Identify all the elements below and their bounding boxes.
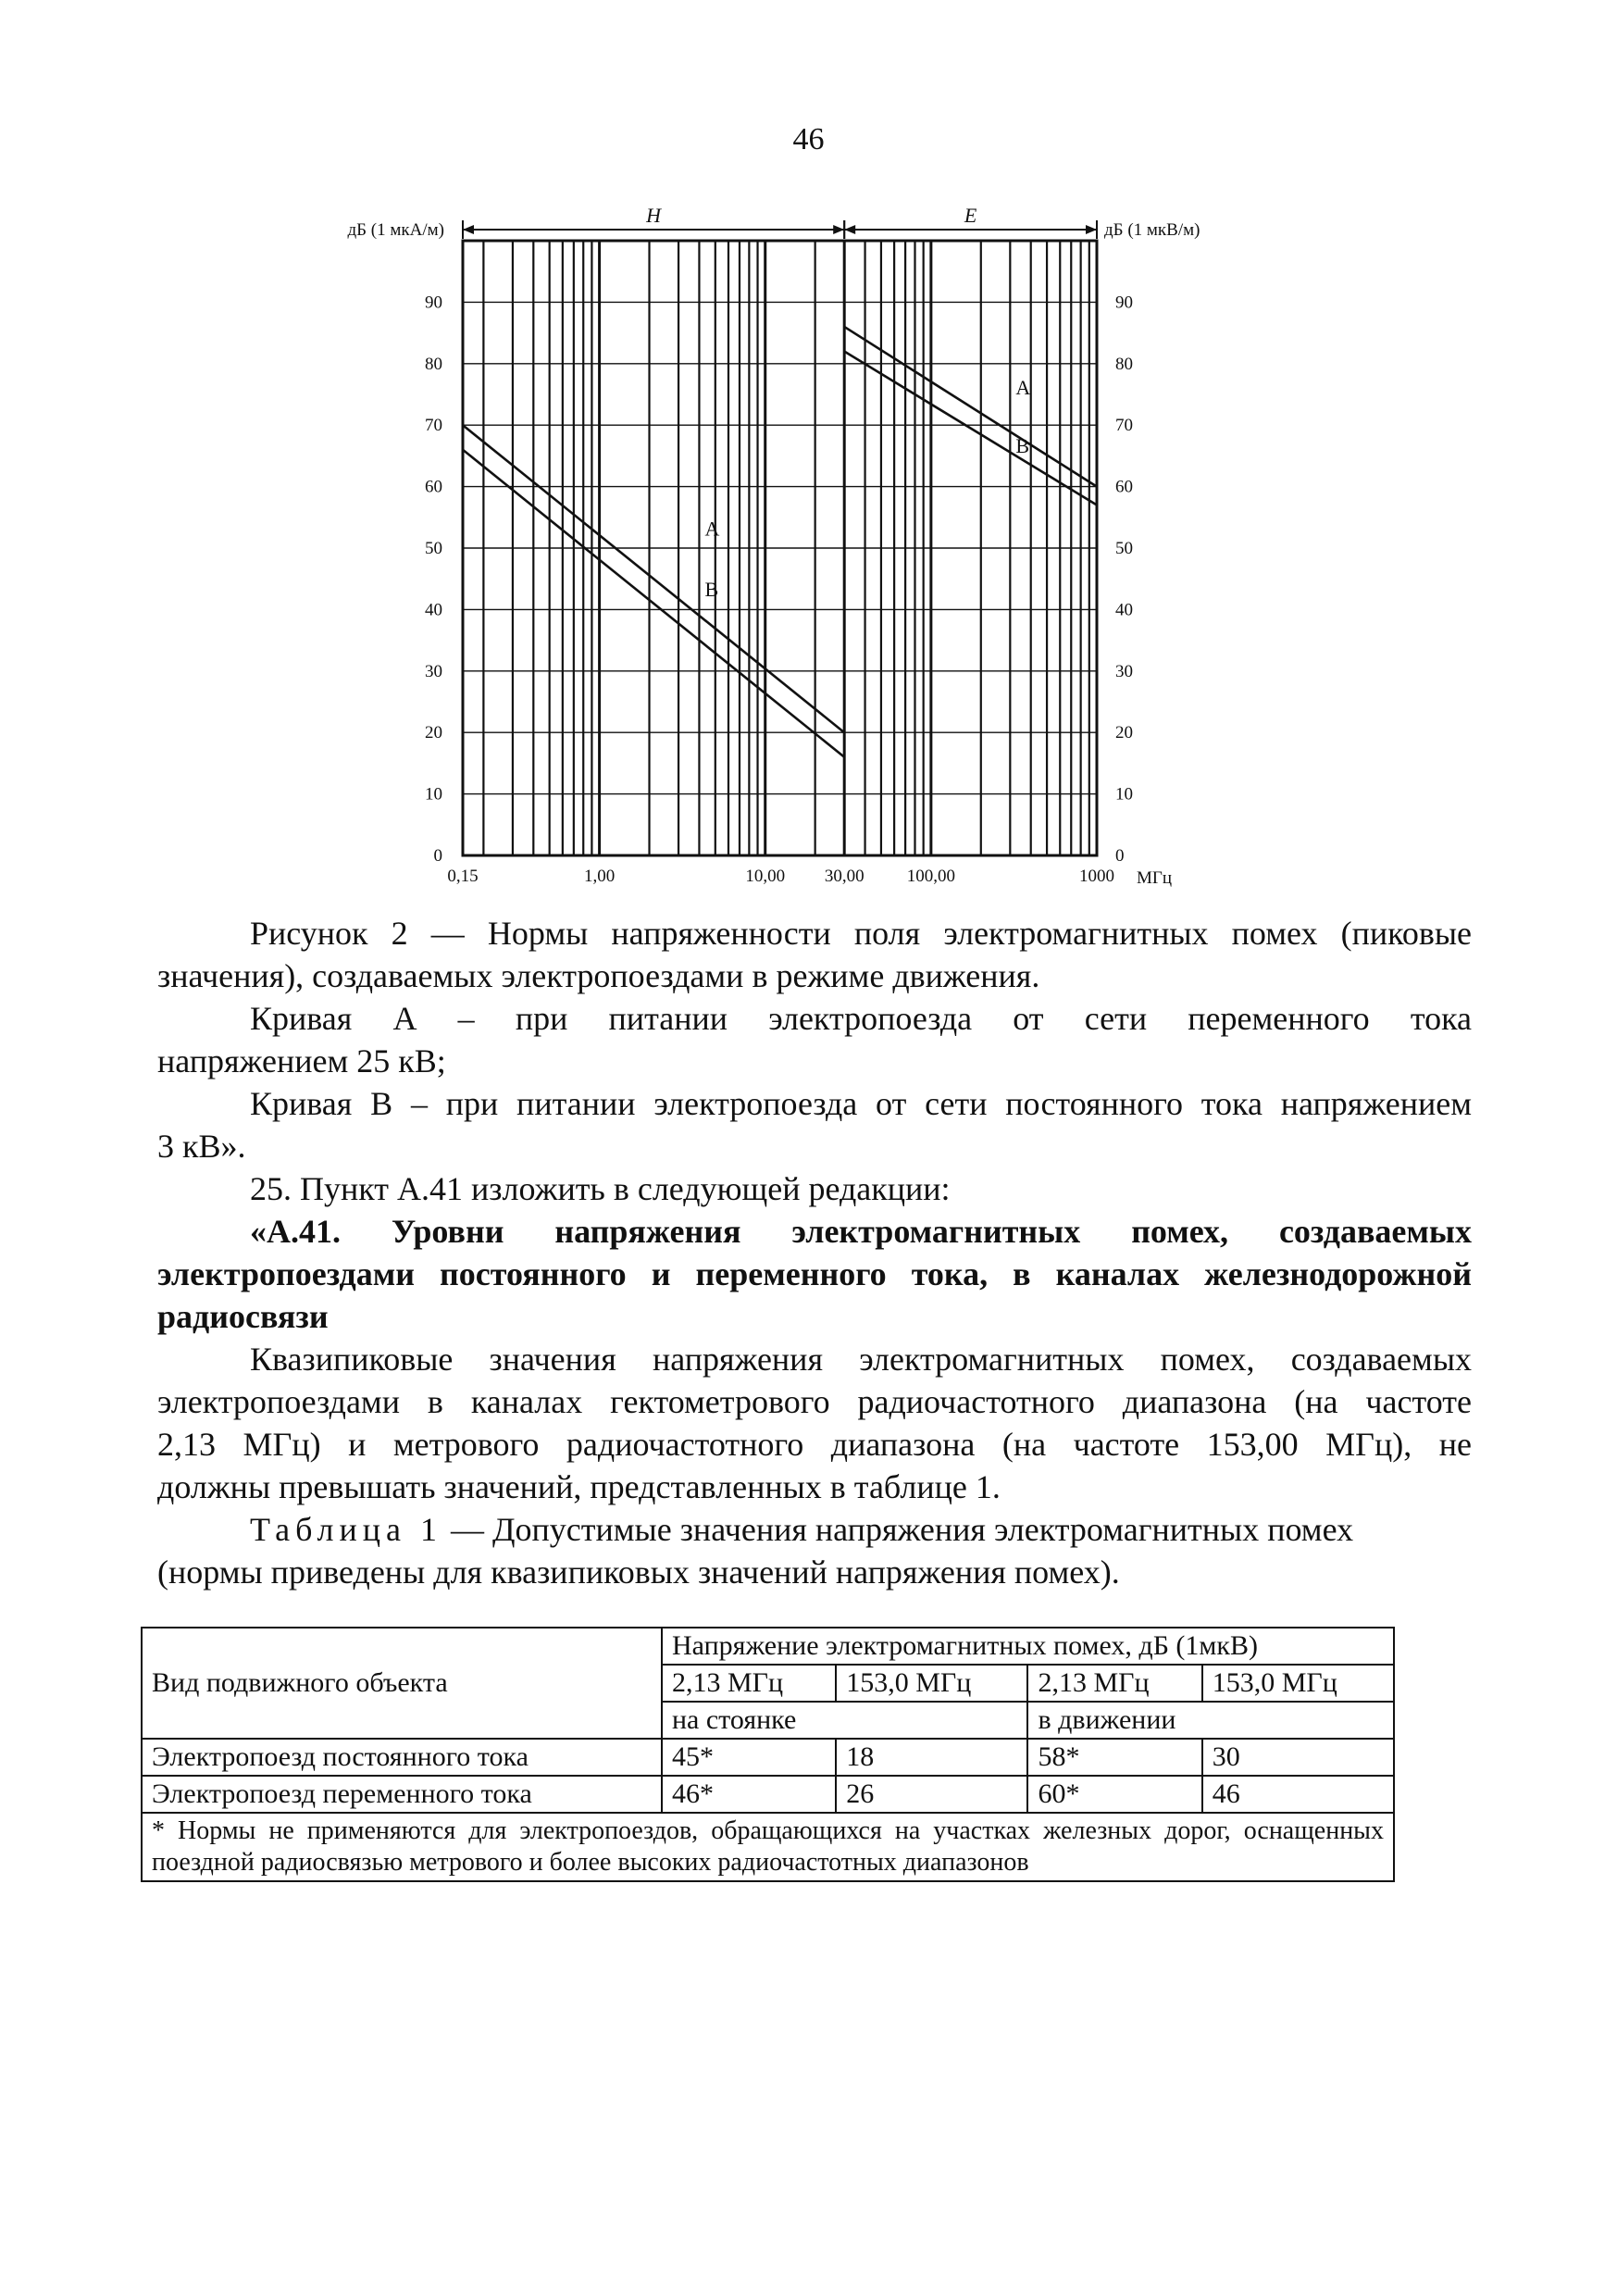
- x-unit-label: МГц: [1136, 868, 1173, 888]
- curve-b-line: Кривая В – при питании электропоезда от сети постоянного тока напряжением: [250, 1085, 1472, 1122]
- table-title-line-1: [157, 1508, 1472, 1551]
- series-b-line: [463, 450, 844, 757]
- value-cell: 26: [836, 1776, 1027, 1813]
- group-header: Напряжение электромагнитных помех, дБ (1мкВ): [662, 1628, 1394, 1665]
- left-axis-label: дБ (1 мкА/м): [347, 220, 444, 240]
- y-tick-label-left: 60: [425, 477, 442, 497]
- row-name: Электропоезд переменного тока: [142, 1776, 662, 1813]
- section-heading-line-3: радиосвязи: [157, 1298, 329, 1335]
- region-e-label: E: [964, 204, 977, 227]
- table-row: [142, 1739, 1394, 1776]
- mode-cell: на стоянке: [662, 1702, 1027, 1739]
- emi-norms-chart: [278, 185, 1231, 907]
- y-tick-label-left: 30: [425, 661, 442, 681]
- y-tick-label-right: 10: [1115, 784, 1133, 805]
- value-cell: 46*: [662, 1776, 836, 1813]
- norms-table: [141, 1627, 1395, 1882]
- y-tick-label-right: 70: [1115, 416, 1133, 436]
- x-tick-label: 1,00: [583, 867, 616, 886]
- caption-line-2: значения), создаваемых электропоездами в режиме движения.: [157, 957, 1040, 994]
- curve-a-line-2: напряжением 25 кВ;: [157, 1042, 446, 1079]
- x-tick-label: 30,00: [824, 867, 864, 886]
- y-tick-label-left: 10: [425, 784, 442, 805]
- table-label: Таблица 1: [250, 1511, 442, 1548]
- y-tick-label-right: 80: [1115, 354, 1133, 374]
- series-label-b: B: [704, 577, 719, 601]
- series-a-line: [463, 425, 844, 732]
- value-cell: 18: [836, 1739, 1027, 1776]
- page-number: 46: [792, 122, 825, 156]
- freq-cell: 153,0 МГц: [836, 1665, 1027, 1702]
- x-tick-label: 0,15: [447, 867, 479, 886]
- x-tick-label: 100,00: [906, 867, 955, 886]
- y-tick-label-right: 40: [1115, 600, 1133, 620]
- freq-cell: 153,0 МГц: [1202, 1665, 1394, 1702]
- table-title: — Допустимые значения напряжения электромагнитных помех: [450, 1511, 1354, 1548]
- vid-header: Вид подвижного объекта: [142, 1628, 662, 1739]
- y-tick-label-right: 0: [1115, 846, 1125, 866]
- series-label-a: A: [1015, 376, 1031, 399]
- table-footnote: * Нормы не применяются для электропоездов, обращающихся на участках железных дорог, оснащенных поездной радиосвязью метрового и более высоких радиочастотных диапазонов: [142, 1813, 1394, 1881]
- y-tick-label-right: 30: [1115, 661, 1133, 681]
- series-b-line: [844, 352, 1097, 505]
- freq-cell: 2,13 МГц: [662, 1665, 836, 1702]
- curve-b-line-2: 3 кВ».: [157, 1128, 246, 1165]
- region-e-arrow-head-left: [844, 225, 855, 234]
- value-cell: 45*: [662, 1739, 836, 1776]
- y-tick-label-right: 90: [1115, 293, 1133, 313]
- table-row: [142, 1776, 1394, 1813]
- table-title-line-2: (нормы приведены для квазипиковых значений напряжения помех).: [157, 1554, 1120, 1591]
- region-h-label: H: [646, 204, 662, 227]
- x-tick-label: 1000: [1079, 867, 1114, 886]
- value-cell: 46: [1202, 1776, 1394, 1813]
- y-tick-label-left: 40: [425, 600, 442, 620]
- y-tick-label-left: 20: [425, 723, 442, 743]
- series-a-line: [844, 327, 1097, 487]
- section-heading-line-2: электропоездами постоянного и переменного тока, в каналах железнодорожной: [157, 1255, 1472, 1292]
- y-tick-label-right: 60: [1115, 477, 1133, 497]
- region-e-arrow-head-right: [1086, 225, 1097, 234]
- y-tick-label-right: 50: [1115, 539, 1133, 558]
- right-axis-label: дБ (1 мкВ/м): [1104, 220, 1200, 240]
- series-label-a: A: [704, 517, 720, 541]
- value-cell: 30: [1202, 1739, 1394, 1776]
- mode-cell: в движении: [1027, 1702, 1394, 1739]
- body-line-4: должны превышать значений, представленных в таблице 1.: [157, 1468, 1001, 1505]
- y-tick-label-left: 90: [425, 293, 442, 313]
- freq-cell: 2,13 МГц: [1027, 1665, 1201, 1702]
- series-label-b: B: [1015, 434, 1030, 458]
- caption-line-1: Рисунок 2 — Нормы напряженности поля электромагнитных помех (пиковые: [250, 915, 1472, 952]
- region-h-arrow-head-left: [463, 225, 474, 234]
- y-tick-label-right: 20: [1115, 723, 1133, 743]
- section-heading-line-1: «А.41. Уровни напряжения электромагнитных помех, создаваемых: [250, 1213, 1472, 1250]
- y-tick-label-left: 0: [433, 846, 442, 866]
- y-tick-label-left: 50: [425, 539, 442, 558]
- y-tick-label-left: 70: [425, 416, 442, 436]
- row-name: Электропоезд постоянного тока: [142, 1739, 662, 1776]
- figure-caption: [157, 912, 1472, 1593]
- x-tick-label: 10,00: [745, 867, 786, 886]
- body-line-2: электропоездами в каналах гектометрового радиочастотного диапазона (на частоте: [157, 1383, 1472, 1420]
- body-line-1: Квазипиковые значения напряжения электромагнитных помех, создаваемых: [250, 1341, 1472, 1378]
- curve-a-line: Кривая А – при питании электропоезда от сети переменного тока: [250, 1000, 1472, 1037]
- region-h-arrow-head-right: [833, 225, 844, 234]
- item-25-line: 25. Пункт А.41 изложить в следующей редакции:: [250, 1170, 951, 1207]
- value-cell: 58*: [1027, 1739, 1201, 1776]
- value-cell: 60*: [1027, 1776, 1201, 1813]
- y-tick-label-left: 80: [425, 354, 442, 374]
- body-line-3: 2,13 МГц) и метрового радиочастотного диапазона (на частоте 153,00 МГц), не: [157, 1426, 1472, 1463]
